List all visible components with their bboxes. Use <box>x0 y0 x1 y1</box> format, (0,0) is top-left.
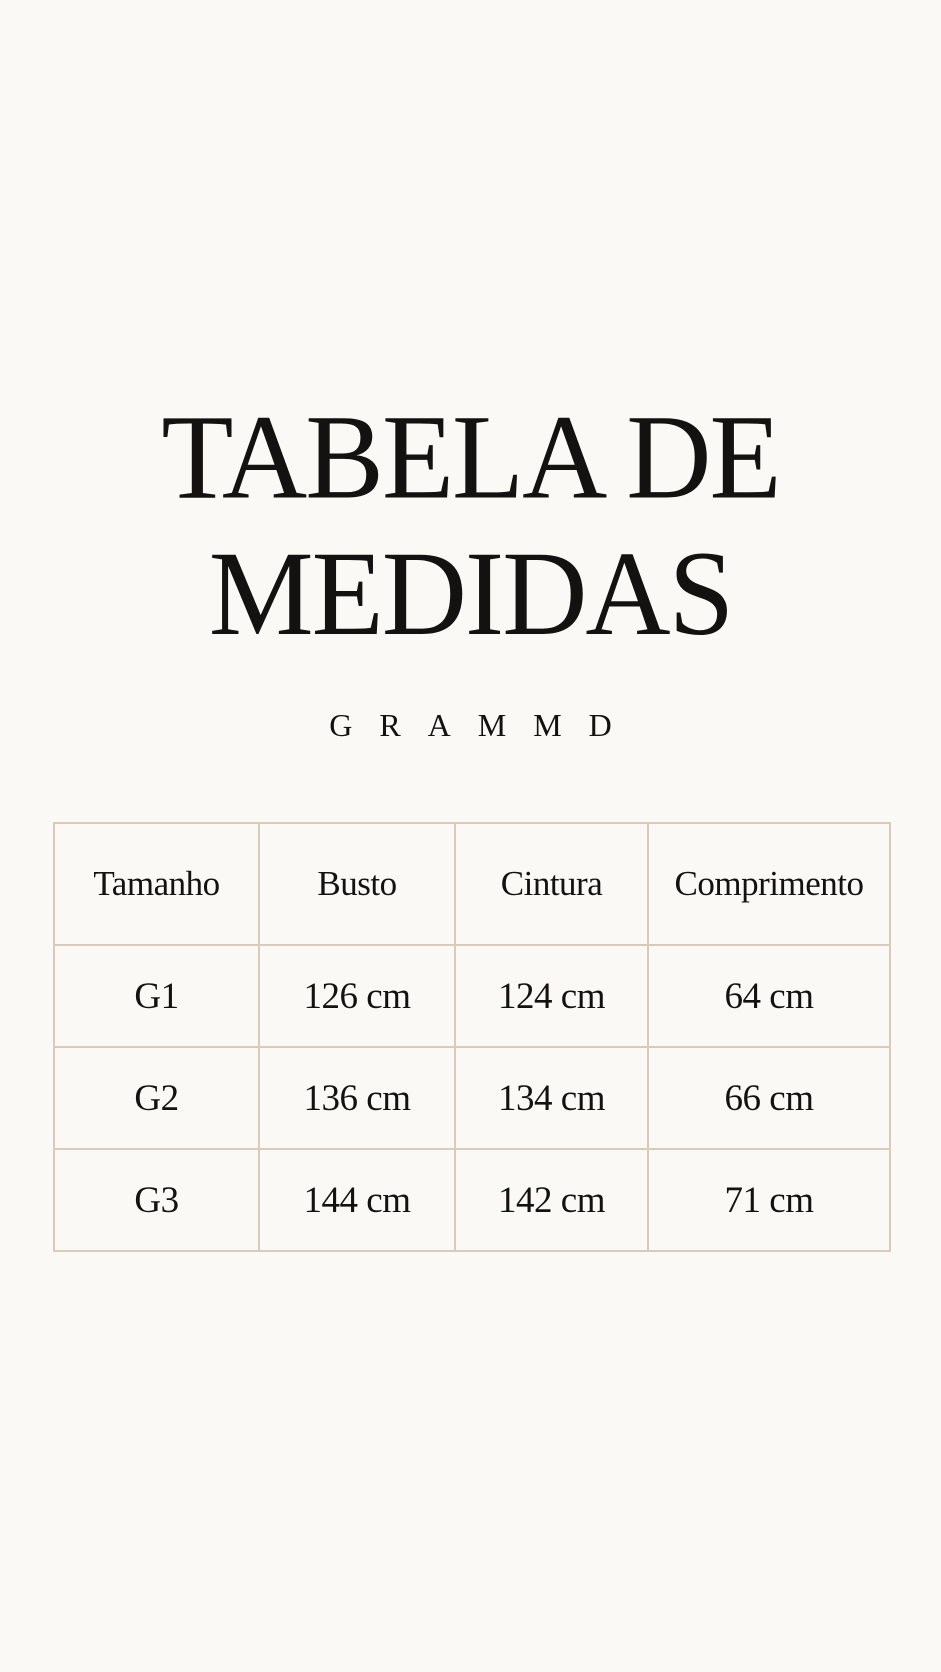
cell-busto: 136 cm <box>259 1047 455 1149</box>
table-header-row <box>54 823 890 945</box>
header-busto: Busto <box>259 823 455 945</box>
header-comprimento: Comprimento <box>648 823 890 945</box>
page-title-line-2: MEDIDAS <box>208 527 733 661</box>
header-tamanho: Tamanho <box>54 823 259 945</box>
size-table <box>53 822 891 1252</box>
header-cintura: Cintura <box>455 823 648 945</box>
table-row <box>54 945 890 1047</box>
cell-comprimento: 71 cm <box>648 1149 890 1251</box>
cell-size: G2 <box>54 1047 259 1149</box>
cell-busto: 126 cm <box>259 945 455 1047</box>
cell-cintura: 124 cm <box>455 945 648 1047</box>
cell-busto: 144 cm <box>259 1149 455 1251</box>
cell-size: G3 <box>54 1149 259 1251</box>
cell-size: G1 <box>54 945 259 1047</box>
page-title <box>0 389 941 662</box>
brand-name: GRAMMD <box>329 707 639 743</box>
cell-comprimento: 66 cm <box>648 1047 890 1149</box>
table-row <box>54 1149 890 1251</box>
cell-cintura: 134 cm <box>455 1047 648 1149</box>
cell-cintura: 142 cm <box>455 1149 648 1251</box>
cell-comprimento: 64 cm <box>648 945 890 1047</box>
page-title-line-1: TABELA DE <box>161 390 780 524</box>
table-row <box>54 1047 890 1149</box>
